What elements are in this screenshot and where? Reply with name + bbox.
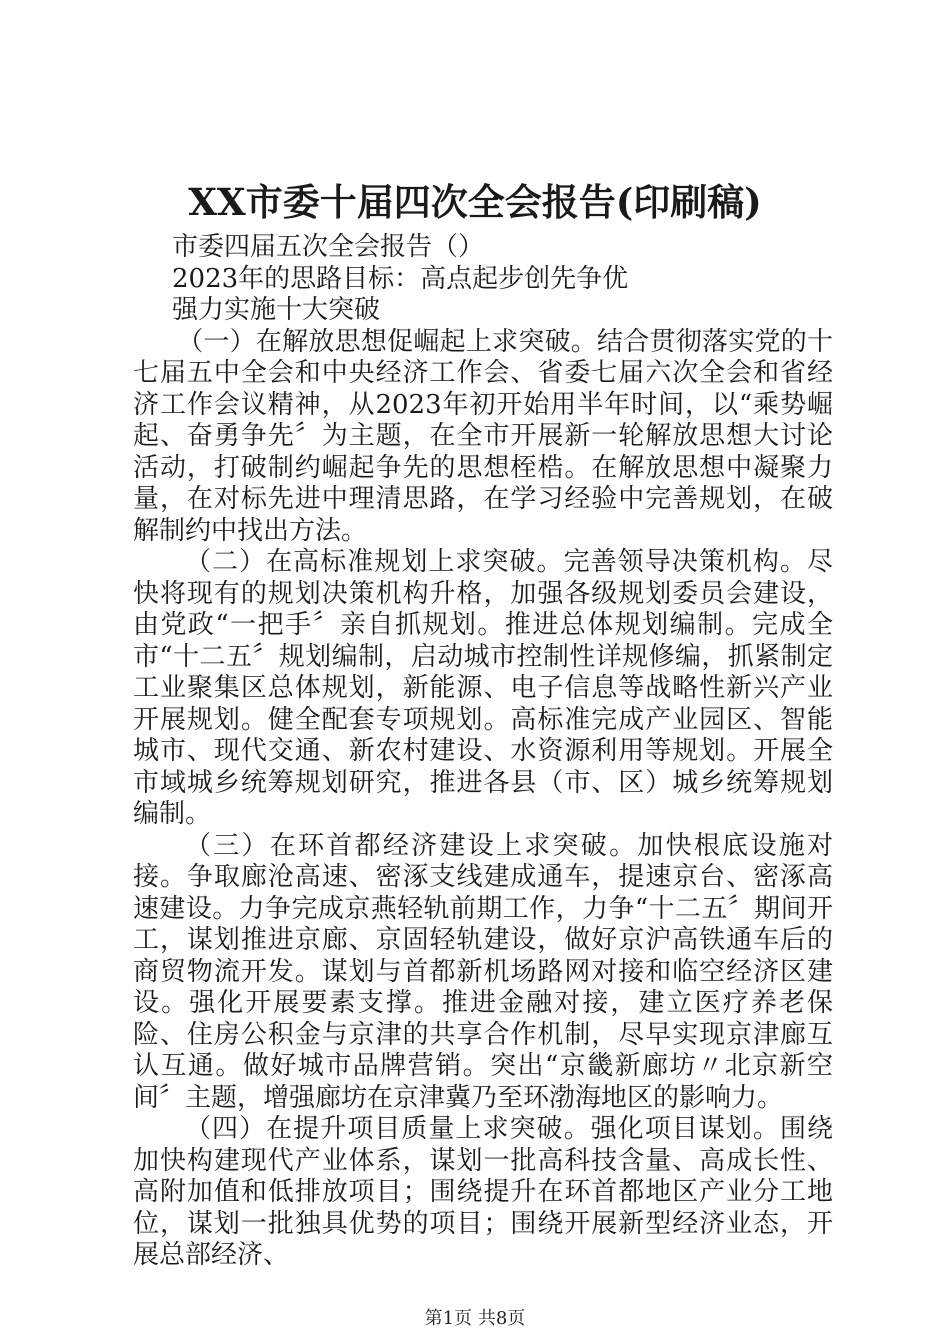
paragraph-section-1: （一）在解放思想促崛起上求突破。结合贯彻落实党的十七届五中全会和中央经济工作会、省委七届六次全会和省经济工作会议精神，从2023年初开始用半年时间，以“乘势崛起、奋勇争先〞为主题，在全市开展新一轮解放思想大讨论活动，打破制约崛起争先的思想桎梏。在解放思想中凝聚力量，在对标先进中理清思路，在学习经验中完善规划，在破解制约中找出方法。	[133, 326, 833, 546]
subheading-ten-breakthroughs: 强力实施十大突破	[172, 295, 381, 325]
document-title: XX市委十届四次全会报告(印刷稿)	[188, 180, 762, 224]
paragraph-section-3: （三）在环首都经济建设上求突破。加快根底设施对接。争取廊沧高速、密涿支线建成通车，提速京台、密涿高速建设。力争完成京燕轻轨前期工作，力争“十二五〞期间开工，谋划推进京廊、京固轻轨建设，做好京沪高铁通车后的商贸物流开发。谋划与首都新机场路网对接和临空经济区建设。强化开展要素支撑。推进金融对接，建立医疗养老保险、住房公积金与京津的共享合作机制，尽早实现京津廊互认互通。做好城市品牌营销。突出“京畿新廊坊〃北京新空间〞主题，增强廊坊在京津冀乃至环渤海地区的影响力。	[133, 830, 833, 1113]
page-number-footer: 第1页 共8页	[424, 1308, 526, 1329]
subheading-goals: 2023年的思路目标：高点起步创先争优	[172, 263, 629, 294]
paragraph-section-2: （二）在高标准规划上求突破。完善领导决策机构。尽快将现有的规划决策机构升格，加强各级规划委员会建设，由党政“一把手〞亲自抓规划。推进总体规划编制。完成全市“十二五〞规划编制，启动城市控制性详规修编，抓紧制定工业聚集区总体规划，新能源、电子信息等战略性新兴产业开展规划。健全配套专项规划。高标准完成产业园区、智能城市、现代交通、新农村建设、水资源利用等规划。开展全市域城乡统筹规划研究，推进各县（市、区）城乡统筹规划编制。	[133, 547, 833, 829]
paragraph-section-4: （四）在提升项目质量上求突破。强化项目谋划。围绕加快构建现代产业体系，谋划一批高科技含量、高成长性、高附加值和低排放项目；围绕提升在环首都地区产业分工地位，谋划一批独具优势的项目；围绕开展新型经济业态，开展总部经济、	[133, 1114, 833, 1270]
document-body	[133, 232, 833, 1272]
subheading-report-name: 市委四届五次全会报告（）	[172, 232, 485, 262]
